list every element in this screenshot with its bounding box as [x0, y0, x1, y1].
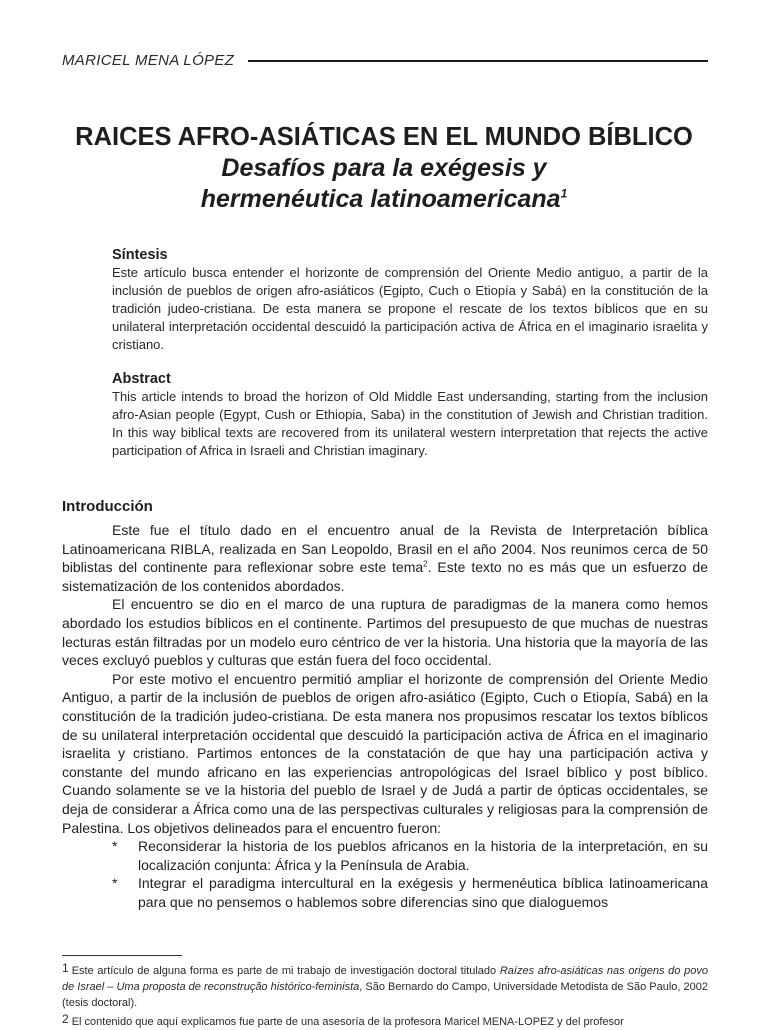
running-header	[62, 50, 708, 70]
header-rule	[248, 60, 708, 62]
footnote-1-italic-title: Raízes afro-asiáticas nas origens do povo de Israel – Uma proposta de reconstrução histórico-feminista	[62, 965, 708, 993]
footnote-2	[62, 1011, 708, 1030]
article-title-block	[40, 122, 728, 215]
footnote-2-number: 2	[62, 1012, 69, 1026]
sintesis-text: Este artículo busca entender el horizonte de comprensión del Oriente Medio antiguo, a partir de la inclusión de pueblos de origen afro-asiáticos (Egipto, Cuch o Etiopía y Sabá) en la constitución de la tradición judeo-cristiana. De esta manera se propone el rescate de los textos bíblicos que en su unilateral interpretación occidental descuidó la participación activa de África en el imaginario israelita y cristiano.	[112, 265, 708, 352]
objectives-list	[62, 837, 708, 911]
list-item-text: Reconsiderar la historia de los pueblos africanos en la historia de la interpretación, en su localización conjunta: África y la Península de Arabia.	[138, 838, 708, 873]
footnotes	[62, 960, 708, 1030]
paragraph-1-text-b: . Este texto no es más que un esfuerzo de sistematización de los contenidos abordados.	[62, 559, 708, 594]
paragraph-1	[62, 521, 708, 595]
footnote-1-text-a: Este artículo de alguna forma es parte de mi trabajo de investigación doctoral titulado	[71, 965, 500, 977]
bullet-star-icon: *	[112, 838, 118, 855]
article-title: RAICES AFRO-ASIÁTICAS EN EL MUNDO BÍBLICO	[75, 123, 693, 151]
header-author: MARICEL MENA LÓPEZ	[62, 51, 235, 69]
list-item	[62, 837, 708, 874]
footnote-separator	[62, 955, 182, 956]
bullet-star-icon: *	[112, 875, 118, 892]
footnote-2-text: El contenido que aquí explicamos fue parte de una asesoría de la profesora Maricel MENA-LOPEZ y del profesor	[71, 1016, 624, 1028]
list-item-text: Integrar el paradigma intercultural en la exégesis y hermenéutica bíblica latinoamericana para que no pensemos o hablemos sobre diferencias sino que dialoguemos	[138, 875, 708, 910]
paragraph-2: El encuentro se dio en el marco de una ruptura de paradigmas de la manera como hemos abordado los estudios bíblicos en el continente. Partimos del presupuesto de que muchas de nuestras lecturas están filtradas por un modelo euro céntrico de ver la historia. Una historia que la mayoría de las veces excluyó pueblos y culturas que están fuera del foco occidental.	[62, 596, 708, 669]
article-subtitle-line-1: Desafíos para la exégesis y	[221, 154, 547, 182]
footnote-1-number: 1	[62, 961, 69, 975]
abstract-heading: Abstract	[112, 371, 171, 387]
abstract-text: This article intends to broad the horizon of Old Middle East undersanding, starting from the inclusion afro-Asian people (Egypt, Cush or Ethiopia, Saba) in the constitution of Jewish and Christian tradition. In this way biblical texts are recovered from its unilateral western interpretation that rejects the active participation of Africa in Israeli and Christian imaginary.	[112, 389, 708, 458]
article-subtitle-line-2	[40, 184, 728, 215]
footnote-marker-1[interactable]: 1	[560, 186, 568, 201]
subtitle-line-2-text: hermenéutica latinoamericana	[200, 185, 561, 213]
introduccion-body	[62, 521, 708, 911]
sintesis-section	[112, 246, 708, 354]
footnote-1	[62, 960, 708, 1011]
footnote-1-text-b: , São Bernardo do Campo, Universidade Metodista de São Paulo, 2002 (tesis doctoral).	[62, 981, 708, 1009]
list-item	[62, 874, 708, 911]
introduccion-heading: Introducción	[62, 498, 153, 515]
sintesis-heading: Síntesis	[112, 247, 168, 263]
paragraph-3: Por este motivo el encuentro permitió ampliar el horizonte de comprensión del Oriente Medio Antiguo, a partir de la inclusión de pueblos de origen afro-asiático (Egipto, Cuch o Etiopía, Sabá) en la constitución de la tradición judeo-cristiana. De esta manera nos propusimos rescatar los textos bíblicos de su unilateral interpretación occidental que descuidó la participación activa de África en el imaginario israelita y cristiano. Partimos entonces de la constatación de que hay una participación activa y constante del mundo africano en las experiencias antropológicas del Israel bíblico y post bíblico. Cuando solamente se ve la historia del pueblo de Israel y de Judá a partir de ópticas occidentales, se deja de considerar a África como una de las perspectivas culturales y religiosas para la comprensión de Palestina. Los objetivos delineados para el encuentro fueron:	[62, 670, 708, 836]
abstract-section	[112, 370, 708, 460]
paragraph-1-text-a: Este fue el título dado en el encuentro anual de la Revista de Interpretación bíblica Latinoamericana RIBLA, realizada en San Leopoldo, Brasil en el año 2004. Nos reunimos cerca de 50 biblistas del continente para reflexionar sobre este tema	[62, 522, 708, 576]
footnote-marker-2[interactable]: 2	[423, 559, 428, 569]
